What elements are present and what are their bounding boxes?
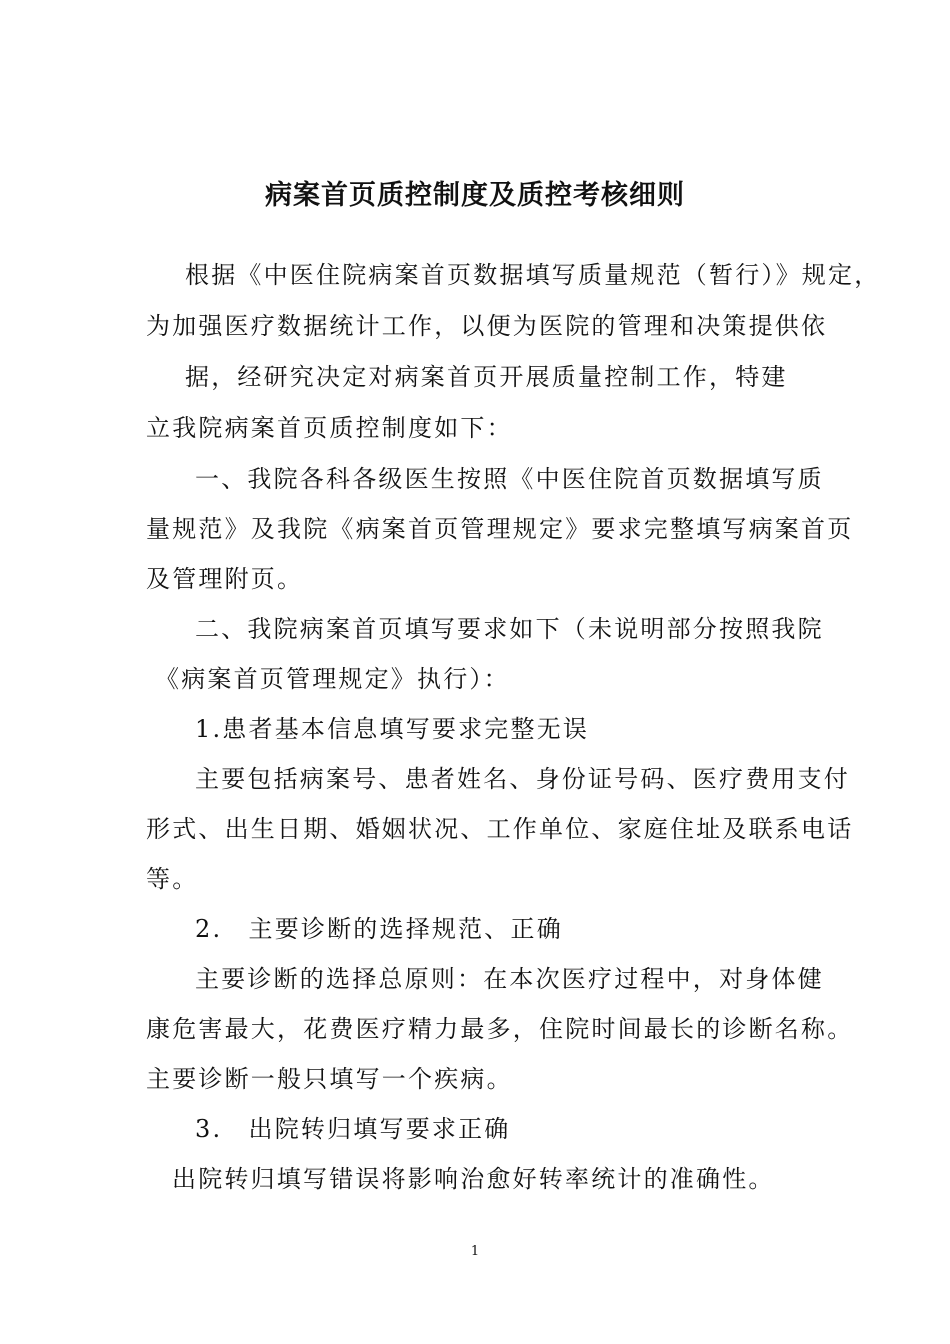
paragraph-line: 康危害最大，花费医疗精力最多，住院时间最长的诊断名称。 [146,1015,854,1043]
paragraph-line: 立我院病案首页质控制度如下： [146,414,513,442]
paragraph-line: 据，经研究决定对病案首页开展质量控制工作，特建 [185,363,788,391]
paragraph-line: 主要诊断一般只填写一个疾病。 [146,1065,513,1093]
paragraph-line: 为加强医疗数据统计工作，以便为医院的管理和决策提供依 [146,312,828,340]
paragraph-line: 根据《中医住院病案首页数据填写质量规范（暂行）》规定， [185,261,881,289]
paragraph-line: 一、我院各科各级医生按照《中医住院首页数据填写质 [195,465,824,493]
paragraph-line: 主要诊断的选择总原则：在本次医疗过程中，对身体健 [195,965,824,993]
section-heading: 1.患者基本信息填写要求完整无误 [195,715,590,743]
section-heading: 2. 主要诊断的选择规范、正确 [195,915,563,943]
paragraph-line: 出院转归填写错误将影响治愈好转率统计的准确性。 [172,1165,775,1193]
paragraph-line: 及管理附页。 [146,565,304,593]
paragraph-line: 形式、出生日期、婚姻状况、工作单位、家庭住址及联系电话 [146,815,854,843]
page-number: 1 [470,1244,480,1259]
paragraph-line: 主要包括病案号、患者姓名、身份证号码、医疗费用支付 [195,765,850,793]
section-heading: 3. 出院转归填写要求正确 [195,1115,511,1143]
paragraph-line: 等。 [146,865,199,893]
paragraph-line: 量规范》及我院《病案首页管理规定》要求完整填写病案首页 [146,515,854,543]
paragraph-line: 《病案首页管理规定》执行）： [155,665,510,693]
document-title: 病案首页质控制度及质控考核细则 [265,180,685,211]
paragraph-line: 二、我院病案首页填写要求如下（未说明部分按照我院 [195,615,824,643]
